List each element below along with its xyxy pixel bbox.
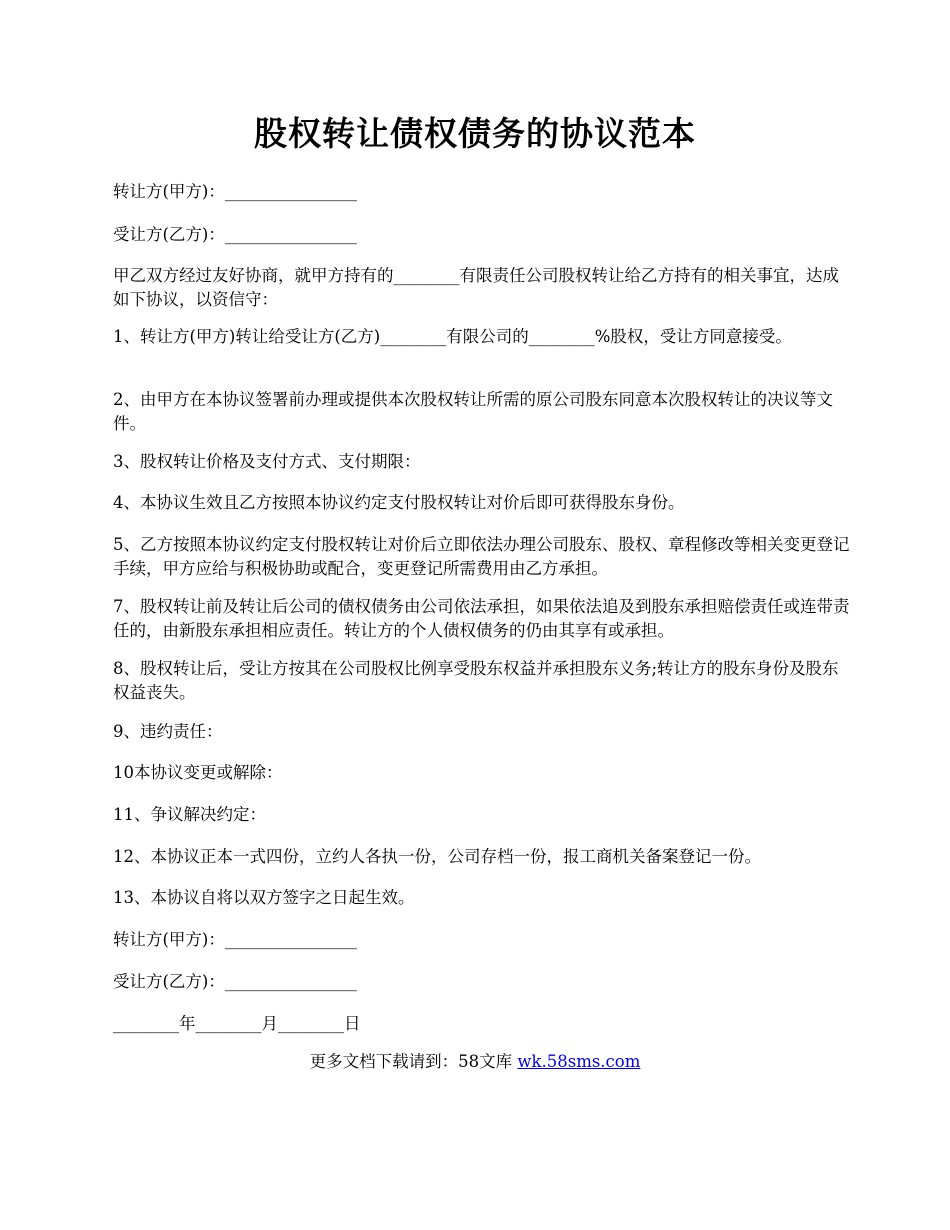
clause-3: 3、股权转让价格及支付方式、支付期限： [113,452,421,471]
clause-12: 12、本协议正本一式四份，立约人各执一份，公司存档一份，报工商机关备案登记一份。 [113,847,761,866]
clause-7: 7、股权转让前及转让后公司的债权债务由公司依法承担，如果依法追及到股东承担赔偿责任或连带责任的，由新股东承担相应责任。转让方的个人债权债务的仍由其享有或承担。 [113,597,850,640]
transferor-signature-line-bottom: 转让方(甲方)：________________ [113,930,357,949]
date-line: ________年________月________日 [113,1014,361,1033]
clause-5: 5、乙方按照本协议约定支付股权转让对价后立即依法办理公司股东、股权、章程修改等相关变更登记手续，甲方应给与积极协助或配合，变更登记所需费用由乙方承担。 [113,535,850,578]
download-footer [0,1050,950,1074]
clause-13: 13、本协议自将以双方签字之日起生效。 [113,888,415,907]
footer-text: 更多文档下载请到：58文库 [309,1052,518,1071]
clause-1: 1、转让方(甲方)转让给受让方(乙方)________有限公司的________%股权，受让方同意接受。 [113,327,792,346]
transferee-signature-line: 受让方(乙方)：________________ [113,225,357,244]
clause-11: 11、争议解决约定： [113,805,266,824]
clause-4: 4、本协议生效且乙方按照本协议约定支付股权转让对价后即可获得股东身份。 [113,493,685,512]
clause-8: 8、股权转让后，受让方按其在公司股权比例享受股东权益并承担股东义务;转让方的股东身份及股东权益丧失。 [113,659,839,702]
clause-9: 9、违约责任： [113,722,223,741]
footer-link[interactable]: wk.58sms.com [517,1052,641,1071]
intro-paragraph: 甲乙双方经过友好协商，就甲方持有的________有限责任公司股权转让给乙方持有的相关事宜，达成如下协议，以资信守： [113,266,839,309]
clause-10: 10本协议变更或解除： [113,763,283,782]
clause-2: 2、由甲方在本协议签署前办理或提供本次股权转让所需的原公司股东同意本次股权转让的决议等文件。 [113,390,833,433]
document-title: 股权转让债权债务的协议范本 [254,114,696,153]
transferee-signature-line-bottom: 受让方(乙方)：________________ [113,972,357,991]
transferor-signature-line: 转让方(甲方)：________________ [113,182,357,201]
